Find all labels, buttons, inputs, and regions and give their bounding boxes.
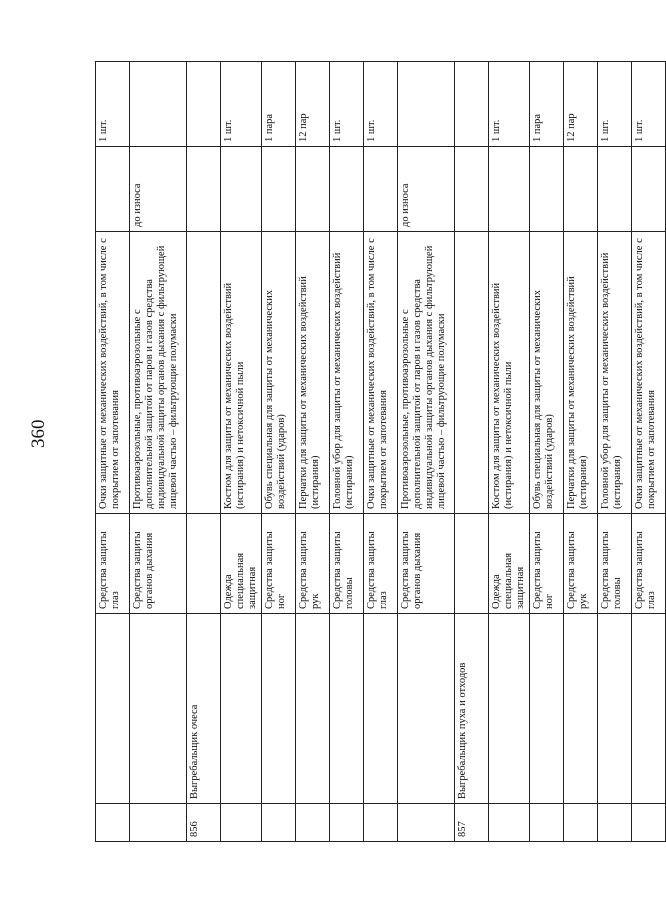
ppe-description-cell <box>187 232 221 514</box>
ppe-type-cell: Средства защиты рук <box>296 514 330 614</box>
row-number-cell: 856 <box>187 804 221 842</box>
row-number-cell <box>296 804 330 842</box>
row-number-cell <box>398 804 455 842</box>
wear-norm-cell <box>262 147 296 232</box>
table-row <box>296 62 330 842</box>
profession-cell <box>598 614 632 804</box>
quantity-cell <box>130 62 187 147</box>
ppe-description-cell: Противоаэрозольные, противоаэрозольные с дополнительной защитой от паров и газов средства индивидуальной защиты органов дыхания с фильтрующей лицевой частью – фильтрующие полумаски <box>130 232 187 514</box>
row-number-cell <box>364 804 398 842</box>
table-row <box>130 62 187 842</box>
quantity-cell <box>187 62 221 147</box>
quantity-cell: 1 шт. <box>96 62 130 147</box>
quantity-cell: 1 шт. <box>632 62 666 147</box>
profession-cell <box>364 614 398 804</box>
wear-norm-cell <box>455 147 489 232</box>
wear-norm-cell <box>364 147 398 232</box>
row-number-cell <box>262 804 296 842</box>
ppe-description-cell: Головной убор для защиты от механических воздействий (истирания) <box>330 232 364 514</box>
ppe-table-rotated <box>95 62 658 842</box>
ppe-description-cell: Очки защитные от механических воздействий, в том числе с покрытием от запотевания <box>632 232 666 514</box>
table-row <box>398 62 455 842</box>
quantity-cell <box>455 62 489 147</box>
table-body <box>96 62 666 842</box>
table-row <box>330 62 364 842</box>
row-number-cell <box>598 804 632 842</box>
quantity-cell: 1 шт. <box>489 62 530 147</box>
row-number-cell <box>330 804 364 842</box>
row-number-cell <box>632 804 666 842</box>
quantity-cell: 1 пара <box>530 62 564 147</box>
quantity-cell: 1 пара <box>262 62 296 147</box>
ppe-type-cell: Одежда специальная защитная <box>489 514 530 614</box>
profession-cell <box>130 614 187 804</box>
ppe-type-cell: Средства защиты головы <box>598 514 632 614</box>
table-row <box>187 62 221 842</box>
ppe-description-cell: Обувь специальная для защиты от механических воздействий (ударов) <box>530 232 564 514</box>
wear-norm-cell <box>96 147 130 232</box>
ppe-description-cell: Перчатки для защиты от механических воздействий (истирания) <box>564 232 598 514</box>
ppe-description-cell: Костюм для защиты от механических воздействий (истирания) и нетоксичной пыли <box>489 232 530 514</box>
ppe-description-cell: Противоаэрозольные, противоаэрозольные с дополнительной защитой от паров и газов средства индивидуальной защиты органов дыхания с фильтрующей лицевой частью – фильтрующие полумаски <box>398 232 455 514</box>
profession-cell <box>262 614 296 804</box>
page-number: 360 <box>28 419 49 448</box>
ppe-description-cell: Головной убор для защиты от механических воздействий (истирания) <box>598 232 632 514</box>
quantity-cell: 1 шт. <box>364 62 398 147</box>
wear-norm-cell <box>187 147 221 232</box>
table-row <box>262 62 296 842</box>
table-row <box>455 62 489 842</box>
row-number-cell <box>96 804 130 842</box>
wear-norm-cell: до износа <box>398 147 455 232</box>
row-number-cell <box>564 804 598 842</box>
wear-norm-cell <box>489 147 530 232</box>
row-number-cell <box>489 804 530 842</box>
table-row <box>221 62 262 842</box>
profession-cell: Выгребальщик пуха и отходов <box>455 614 489 804</box>
table-row <box>96 62 130 842</box>
ppe-description-cell: Очки защитные от механических воздействий, в том числе с покрытием от запотевания <box>364 232 398 514</box>
wear-norm-cell <box>530 147 564 232</box>
table-row <box>632 62 666 842</box>
ppe-type-cell: Одежда специальная защитная <box>221 514 262 614</box>
quantity-cell: 12 пар <box>564 62 598 147</box>
ppe-table <box>95 61 666 842</box>
ppe-type-cell: Средства защиты головы <box>330 514 364 614</box>
ppe-type-cell: Средства защиты глаз <box>632 514 666 614</box>
ppe-description-cell: Костюм для защиты от механических воздействий (истирания) и нетоксичной пыли <box>221 232 262 514</box>
profession-cell <box>221 614 262 804</box>
quantity-cell: 12 пар <box>296 62 330 147</box>
wear-norm-cell <box>598 147 632 232</box>
quantity-cell <box>398 62 455 147</box>
profession-cell <box>564 614 598 804</box>
profession-cell: Выгребальщик очеса <box>187 614 221 804</box>
table-row <box>364 62 398 842</box>
ppe-type-cell <box>187 514 221 614</box>
table-row <box>598 62 632 842</box>
row-number-cell <box>221 804 262 842</box>
ppe-type-cell: Средства защиты органов дыхания <box>130 514 187 614</box>
profession-cell <box>632 614 666 804</box>
ppe-description-cell: Очки защитные от механических воздействий, в том числе с покрытием от запотевания <box>96 232 130 514</box>
profession-cell <box>398 614 455 804</box>
quantity-cell: 1 шт. <box>598 62 632 147</box>
wear-norm-cell <box>564 147 598 232</box>
quantity-cell: 1 шт. <box>221 62 262 147</box>
table-row <box>530 62 564 842</box>
profession-cell <box>296 614 330 804</box>
row-number-cell: 857 <box>455 804 489 842</box>
wear-norm-cell: до износа <box>130 147 187 232</box>
ppe-type-cell: Средства защиты рук <box>564 514 598 614</box>
table-row <box>489 62 530 842</box>
wear-norm-cell <box>221 147 262 232</box>
wear-norm-cell <box>330 147 364 232</box>
profession-cell <box>330 614 364 804</box>
row-number-cell <box>130 804 187 842</box>
quantity-cell: 1 шт. <box>330 62 364 147</box>
ppe-type-cell <box>455 514 489 614</box>
wear-norm-cell <box>296 147 330 232</box>
ppe-type-cell: Средства защиты глаз <box>364 514 398 614</box>
ppe-description-cell: Перчатки для защиты от механических воздействий (истирания) <box>296 232 330 514</box>
ppe-description-cell <box>455 232 489 514</box>
profession-cell <box>96 614 130 804</box>
table-row <box>564 62 598 842</box>
ppe-type-cell: Средства защиты ног <box>530 514 564 614</box>
ppe-type-cell: Средства защиты ног <box>262 514 296 614</box>
ppe-type-cell: Средства защиты органов дыхания <box>398 514 455 614</box>
row-number-cell <box>530 804 564 842</box>
profession-cell <box>489 614 530 804</box>
profession-cell <box>530 614 564 804</box>
ppe-description-cell: Обувь специальная для защиты от механических воздействий (ударов) <box>262 232 296 514</box>
wear-norm-cell <box>632 147 666 232</box>
ppe-type-cell: Средства защиты глаз <box>96 514 130 614</box>
